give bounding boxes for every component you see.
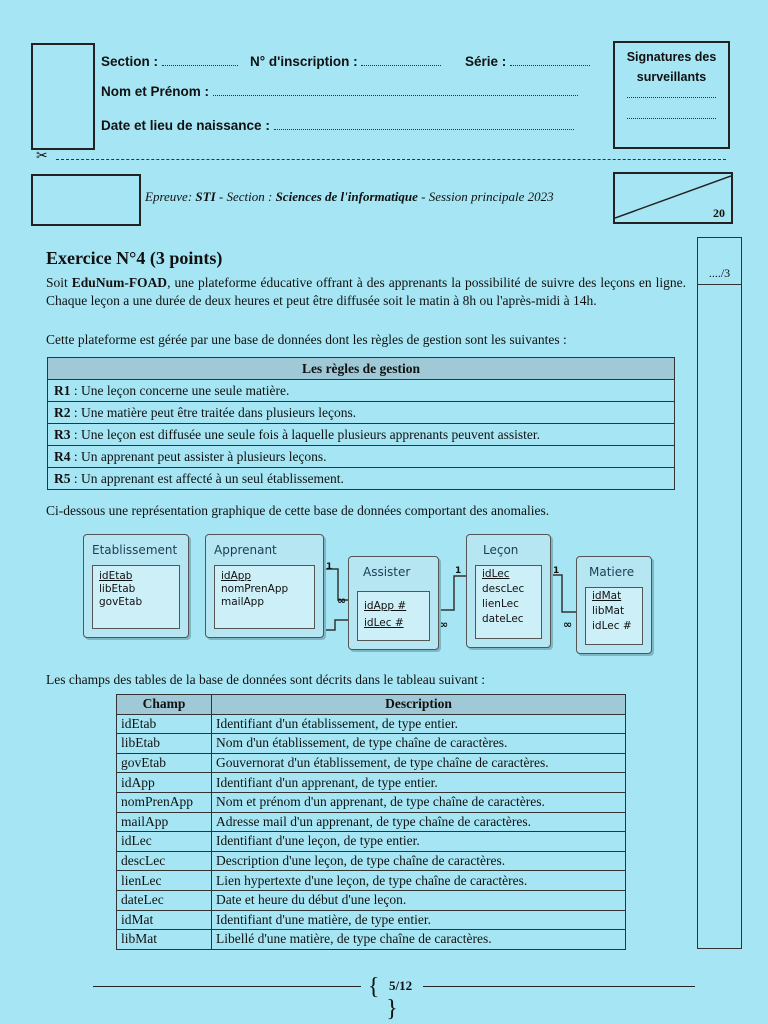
rules-table	[47, 357, 675, 490]
footer: { 5/12 }	[93, 975, 695, 999]
diagram-intro: Ci-dessous une représentation graphique de cette base de données comportant des anomalies.	[46, 503, 550, 518]
field-key: idLec	[482, 568, 510, 580]
table-row	[117, 714, 626, 734]
entity-etablissement: Etablissement idEtab libEtab govEtab	[83, 534, 189, 638]
table-row	[117, 773, 626, 793]
page-number: 5/12	[388, 978, 413, 993]
inscription-field[interactable]: N° d'inscription :	[250, 54, 441, 69]
table-row	[117, 890, 626, 910]
field-key: idEtab	[99, 570, 133, 582]
field-description-cell: Nom et prénom d'un apprenant, de type chaîne de caractères.	[212, 792, 626, 812]
field-description-cell: Lien hypertexte d'une leçon, de type chaîne de caractères.	[212, 871, 626, 891]
field-description-cell: Nom d'un établissement, de type chaîne de caractères.	[212, 734, 626, 754]
entity-lecon: Leçon idLec descLec lienLec dateLec	[466, 534, 551, 648]
intro-paragraph: Soit EduNum-FOAD, une plateforme éducative offrant à des apprenants la possibilité de suivre des leçons en ligne. Chaque leçon a une durée de deux heures et peut être diffusée soit le matin à 8h ou l'après-midi à 14h.	[46, 275, 687, 308]
field-name-cell: nomPrenApp	[117, 792, 212, 812]
fields-table	[116, 694, 626, 950]
field-description-cell: Identifiant d'une matière, de type entier.	[212, 910, 626, 930]
table-row	[117, 851, 626, 871]
field-description-cell: Description d'une leçon, de type chaîne de caractères.	[212, 851, 626, 871]
field-description-cell: Date et heure du début d'une leçon.	[212, 890, 626, 910]
field-name-cell: lienLec	[117, 871, 212, 891]
signatures-box	[613, 41, 730, 149]
rule-row: R1 : Une leçon concerne une seule matière.	[48, 380, 675, 402]
entity-matiere: Matiere idMat libMat idLec #	[576, 556, 652, 654]
field-name-cell: mailApp	[117, 812, 212, 832]
rule-row: R4 : Un apprenant peut assister à plusieurs leçons.	[48, 446, 675, 468]
intro-paragraph-2: Cette plateforme est gérée par une base de données dont les règles de gestion sont les suivantes :	[46, 332, 567, 347]
field-description-cell: Identifiant d'un apprenant, de type entier.	[212, 773, 626, 793]
total-score-box	[613, 172, 733, 224]
table-row	[117, 832, 626, 852]
rule-row: R2 : Une matière peut être traitée dans plusieurs leçons.	[48, 402, 675, 424]
col-header-description: Description	[212, 695, 626, 715]
fields-intro: Les champs des tables de la base de données sont décrits dans le tableau suivant :	[46, 672, 485, 687]
field-description-cell: Adresse mail d'un apprenant, de type chaîne de caractères.	[212, 812, 626, 832]
table-row	[117, 812, 626, 832]
score-margin-box	[697, 237, 742, 949]
field-name-cell: idApp	[117, 773, 212, 793]
table-row	[117, 930, 626, 950]
section-field[interactable]: Section :	[101, 54, 238, 69]
table-row	[117, 910, 626, 930]
table-row	[117, 734, 626, 754]
entity-assister: Assister idApp # idLec #	[348, 556, 439, 650]
col-header-champ: Champ	[117, 695, 212, 715]
exercise-score: ..../3	[708, 266, 731, 280]
entity-apprenant: Apprenant idApp nomPrenApp mailApp	[205, 534, 324, 638]
database-diagram: 1 ∞ ∞ 1 1 ∞	[0, 0, 768, 1024]
field-name-cell: descLec	[117, 851, 212, 871]
field-name-cell: govEtab	[117, 753, 212, 773]
field-description-cell: Gouvernorat d'un établissement, de type chaîne de caractères.	[212, 753, 626, 773]
signatures-label: Signatures des surveillants	[626, 50, 717, 84]
rule-row: R5 : Un apprenant est affecté à un seul établissement.	[48, 468, 675, 490]
field-name-cell: idMat	[117, 910, 212, 930]
field-key: idMat	[592, 590, 622, 602]
field-name-cell: dateLec	[117, 890, 212, 910]
name-field[interactable]: Nom et Prénom :	[101, 84, 578, 99]
photo-box	[31, 43, 95, 150]
field-key: idApp	[221, 570, 252, 582]
rules-header: Les règles de gestion	[48, 358, 675, 380]
birth-field[interactable]: Date et lieu de naissance :	[101, 118, 574, 133]
field-name-cell: libMat	[117, 930, 212, 950]
code-box	[31, 174, 141, 226]
field-description-cell: Libellé d'une matière, de type chaîne de caractères.	[212, 930, 626, 950]
exercise-title: Exercice N°4 (3 points)	[46, 248, 223, 268]
table-row	[117, 792, 626, 812]
table-row	[117, 753, 626, 773]
rule-row: R3 : Une leçon est diffusée une seule fois à laquelle plusieurs apprenants peuvent assister.	[48, 424, 675, 446]
table-row	[117, 871, 626, 891]
field-description-cell: Identifiant d'un établissement, de type entier.	[212, 714, 626, 734]
serie-field[interactable]: Série :	[465, 54, 590, 69]
cut-line	[36, 149, 726, 166]
scissors-icon: ✂	[36, 149, 48, 164]
total-score: 20	[713, 206, 725, 220]
field-name-cell: idLec	[117, 832, 212, 852]
field-name-cell: libEtab	[117, 734, 212, 754]
field-description-cell: Identifiant d'une leçon, de type entier.	[212, 832, 626, 852]
field-name-cell: idEtab	[117, 714, 212, 734]
exam-line: Epreuve: STI - Section : Sciences de l'informatique - Session principale 2023	[145, 189, 554, 204]
